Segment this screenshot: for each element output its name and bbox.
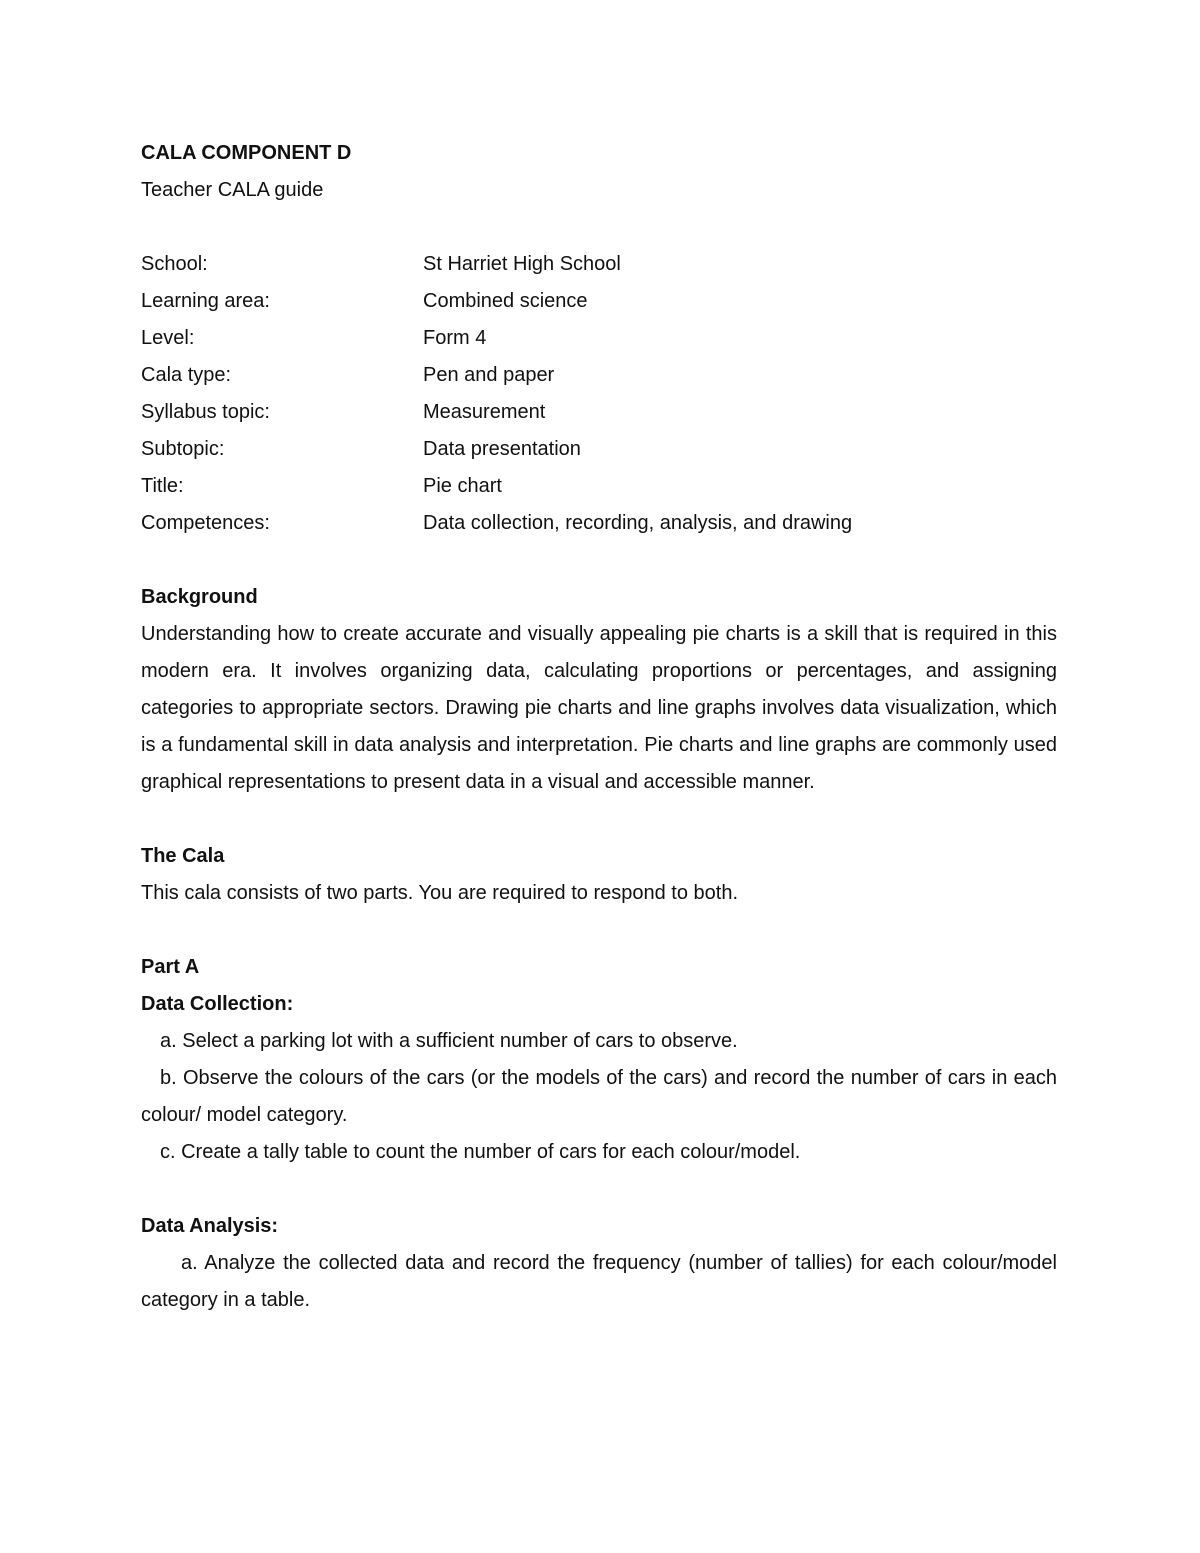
- info-value: St Harriet High School: [423, 253, 621, 275]
- data-analysis-section: [141, 1208, 1057, 1319]
- info-label: Title:: [141, 475, 184, 497]
- info-value: Pie chart: [423, 475, 502, 497]
- info-label: Syllabus topic:: [141, 401, 270, 423]
- info-row-level: [141, 320, 1057, 357]
- data-collection-item: a. Select a parking lot with a sufficient number of cars to observe.: [160, 1030, 738, 1052]
- document-subtitle: Teacher CALA guide: [141, 179, 324, 201]
- info-table: [141, 246, 1057, 542]
- info-value: Combined science: [423, 290, 588, 312]
- data-analysis-heading: Data Analysis:: [141, 1215, 279, 1237]
- info-value: Data collection, recording, analysis, and drawing: [423, 512, 853, 534]
- document-page: [141, 135, 1057, 1319]
- info-label: Level:: [141, 327, 195, 349]
- part-a-section: [141, 949, 1057, 1171]
- background-text: Understanding how to create accurate and visually appealing pie charts is a skill that is required in this modern era. It involves organizing data, calculating proportions or percentages, and assigning categories to appropriate sectors. Drawing pie charts and line graphs involves data visualization, which is a fundamental skill in data analysis and interpretation. Pie charts and line graphs are commonly used graphical representations to present data in a visual and accessible manner.: [141, 623, 1057, 793]
- info-label: Cala type:: [141, 364, 232, 386]
- data-analysis-item: a. Analyze the collected data and record the frequency (number of tallies) for each colour/model category in a table.: [141, 1252, 1057, 1311]
- data-collection-item: c. Create a tally table to count the number of cars for each colour/model.: [160, 1141, 801, 1163]
- info-row-competences: [141, 505, 1057, 542]
- the-cala-text: This cala consists of two parts. You are required to respond to both.: [141, 882, 739, 904]
- info-row-syllabus-topic: [141, 394, 1057, 431]
- the-cala-heading: The Cala: [141, 845, 225, 867]
- info-value: Form 4: [423, 327, 487, 349]
- info-row-subtopic: [141, 431, 1057, 468]
- info-label: School:: [141, 253, 208, 275]
- document-title: CALA COMPONENT D: [141, 142, 352, 164]
- data-collection-heading: Data Collection:: [141, 993, 294, 1015]
- info-row-school: [141, 246, 1057, 283]
- info-label: Competences:: [141, 512, 270, 534]
- background-section: [141, 579, 1057, 801]
- part-a-heading: Part A: [141, 956, 200, 978]
- info-row-cala-type: [141, 357, 1057, 394]
- info-value: Pen and paper: [423, 364, 555, 386]
- info-row-title: [141, 468, 1057, 505]
- info-label: Learning area:: [141, 290, 270, 312]
- the-cala-section: [141, 838, 1057, 912]
- data-collection-item: b. Observe the colours of the cars (or the models of the cars) and record the number of cars in each colour/ model category.: [141, 1067, 1057, 1126]
- info-label: Subtopic:: [141, 438, 225, 460]
- info-row-learning-area: [141, 283, 1057, 320]
- background-heading: Background: [141, 586, 258, 608]
- info-value: Data presentation: [423, 438, 581, 460]
- info-value: Measurement: [423, 401, 546, 423]
